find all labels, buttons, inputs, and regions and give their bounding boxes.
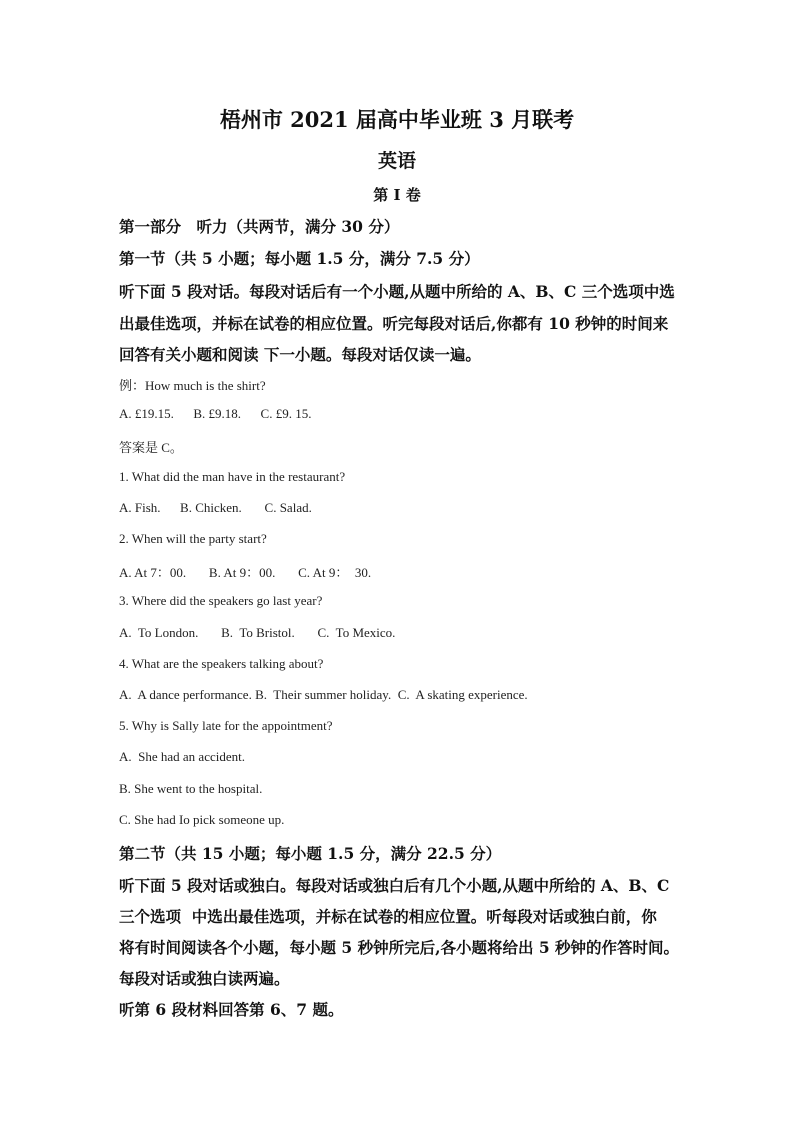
question-3: 3. Where did the speakers go last year? (119, 593, 323, 608)
question-1: 1. What did the man have in the restaurant? (119, 469, 346, 484)
section1-instruction-line: 回答有关小题和阅读 下一小题。每段对话仅读一遍。 (119, 345, 481, 364)
question-5: 5. Why is Sally late for the appointment? (119, 718, 333, 733)
section2-instruction-line: 每段对话或独白读两遍。 (119, 969, 290, 988)
question-5-option-b: B. She went to the hospital. (119, 781, 263, 796)
part1-heading: 第一部分 听力（共两节，满分 30 分） (119, 217, 400, 236)
question-4-options: A. A dance performance. B. Their summer holiday. C. A skating experience. (119, 687, 528, 702)
section1-instruction-line: 听下面 5 段对话。每段对话后有一个小题,从题中所给的 A、B、C 三个选项中选 (119, 282, 675, 301)
question-3-options: A. To London. B. To Bristol. C. To Mexico. (119, 625, 396, 640)
example-answer: 答案是 C。 (119, 440, 183, 455)
section2-heading: 第二节（共 15 小题；每小题 1.5 分，满分 22.5 分） (119, 844, 502, 863)
section1-instruction-line: 出最佳选项，并标在试卷的相应位置。听完每段对话后,你都有 10 秒钟的时间来 (119, 314, 669, 333)
exam-title: 梧州市 2021 届高中毕业班 3 月联考 (219, 107, 575, 132)
section2-instruction-line: 三个选项 中选出最佳选项，并标在试卷的相应位置。听每段对话或独白前，你 (119, 907, 657, 926)
section2-instruction-line: 将有时间阅读各个小题，每小题 5 秒钟所完后,各小题将给出 5 秒钟的作答时间。 (119, 938, 680, 957)
question-2: 2. When will the party start? (119, 531, 267, 546)
question-5-option-c: C. She had Io pick someone up. (119, 812, 285, 827)
question-4: 4. What are the speakers talking about? (119, 656, 324, 671)
question-1-options: A. Fish. B. Chicken. C. Salad. (119, 500, 312, 515)
example-options: A. £19.15. B. £9.18. C. £9. 15. (119, 406, 312, 421)
material-note: 听第 6 段材料回答第 6、7 题。 (119, 1000, 344, 1019)
exam-subject: 英语 (377, 150, 416, 172)
example-question: 例：How much is the shirt? (119, 378, 266, 393)
exam-volume: 第 I 卷 (373, 186, 421, 204)
question-5-option-a: A. She had an accident. (119, 749, 245, 764)
section1-heading: 第一节（共 5 小题；每小题 1.5 分，满分 7.5 分） (119, 249, 480, 268)
section2-instruction-line: 听下面 5 段对话或独白。每段对话或独白后有几个小题,从题中所给的 A、B、C (119, 876, 670, 895)
question-2-options: A. At 7：00. B. At 9：00. C. At 9： 30. (119, 565, 372, 580)
